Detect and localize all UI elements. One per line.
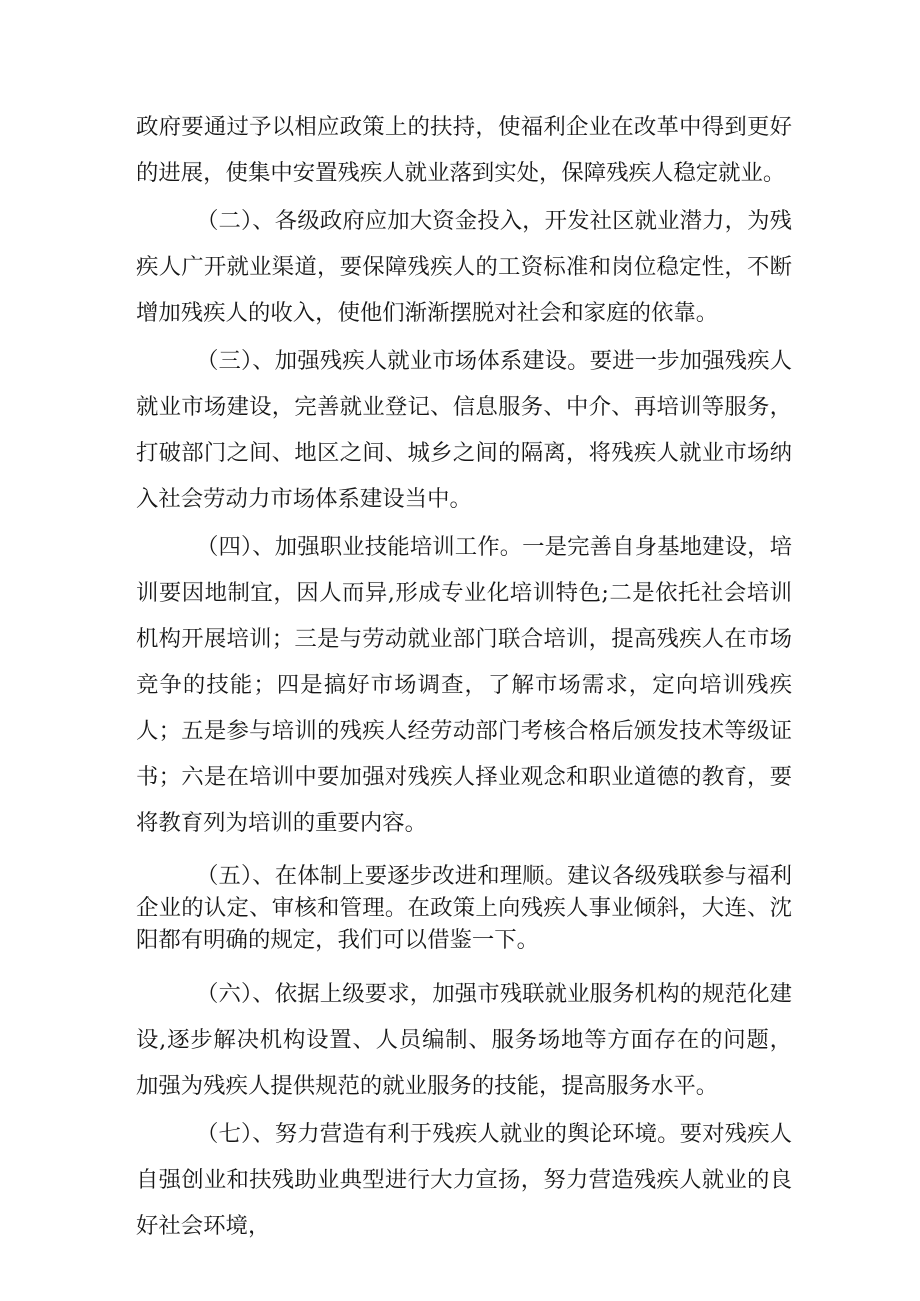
paragraph-item-four: （四）、加强职业技能培训工作。一是完善自身基地建设，培训要因地制宜，因人而异,形成专业化培训特色;二是依托社会培训机构开展培训；三是与劳动就业部门联合培训，提高残疾人在市场竞争的技能；四是搞好市场调查，了解市场需求，定向培训残疾人；五是参与培训的残疾人经劳动部门考核合格后颁发技术等级证书；六是在培训中要加强对残疾人择业观念和职业道德的教育，要将教育列为培训的重要内容。: [136, 534, 792, 836]
paragraph-spacer: [136, 956, 792, 971]
paragraph-item-three: （三）、加强残疾人就业市场体系建设。要进一步加强残疾人就业市场建设，完善就业登记、信息服务、中介、再培训等服务，打破部门之间、地区之间、城乡之间的隔离，将残疾人就业市场纳入社会劳动力市场体系建设当中。: [136, 348, 792, 512]
document-text-body: [136, 104, 792, 1249]
paragraph-continued: 政府要通过予以相应政策上的扶持，使福利企业在改革中得到更好的进展，使集中安置残疾人就业落到实处，保障残疾人稳定就业。: [136, 114, 792, 186]
paragraph-spacer: [136, 846, 792, 860]
paragraph-item-five: （五）、在体制上要逐步改进和理顺。建议各级残联参与福利企业的认定、审核和管理。在政策上向残疾人事业倾斜，大连、沈阳都有明确的规定，我们可以借鉴一下。: [136, 863, 792, 953]
paragraph-item-two: （二）、各级政府应加大资金投入，开发社区就业潜力，为残疾人广开就业渠道，要保障残疾人的工资标准和岗位稳定性，不断增加残疾人的收入，使他们渐渐摆脱对社会和家庭的依靠。: [136, 208, 792, 326]
paragraph-item-seven: （七）、努力营造有利于残疾人就业的舆论环境。要对残疾人自强创业和扶残助业典型进行大力宣扬，努力营造残疾人就业的良好社会环境，: [136, 1121, 792, 1239]
paragraph-item-six: （六）、依据上级要求，加强市残联就业服务机构的规范化建设,逐步解决机构设置、人员编制、服务场地等方面存在的问题，加强为残疾人提供规范的就业服务的技能，提高服务水平。: [136, 981, 792, 1099]
